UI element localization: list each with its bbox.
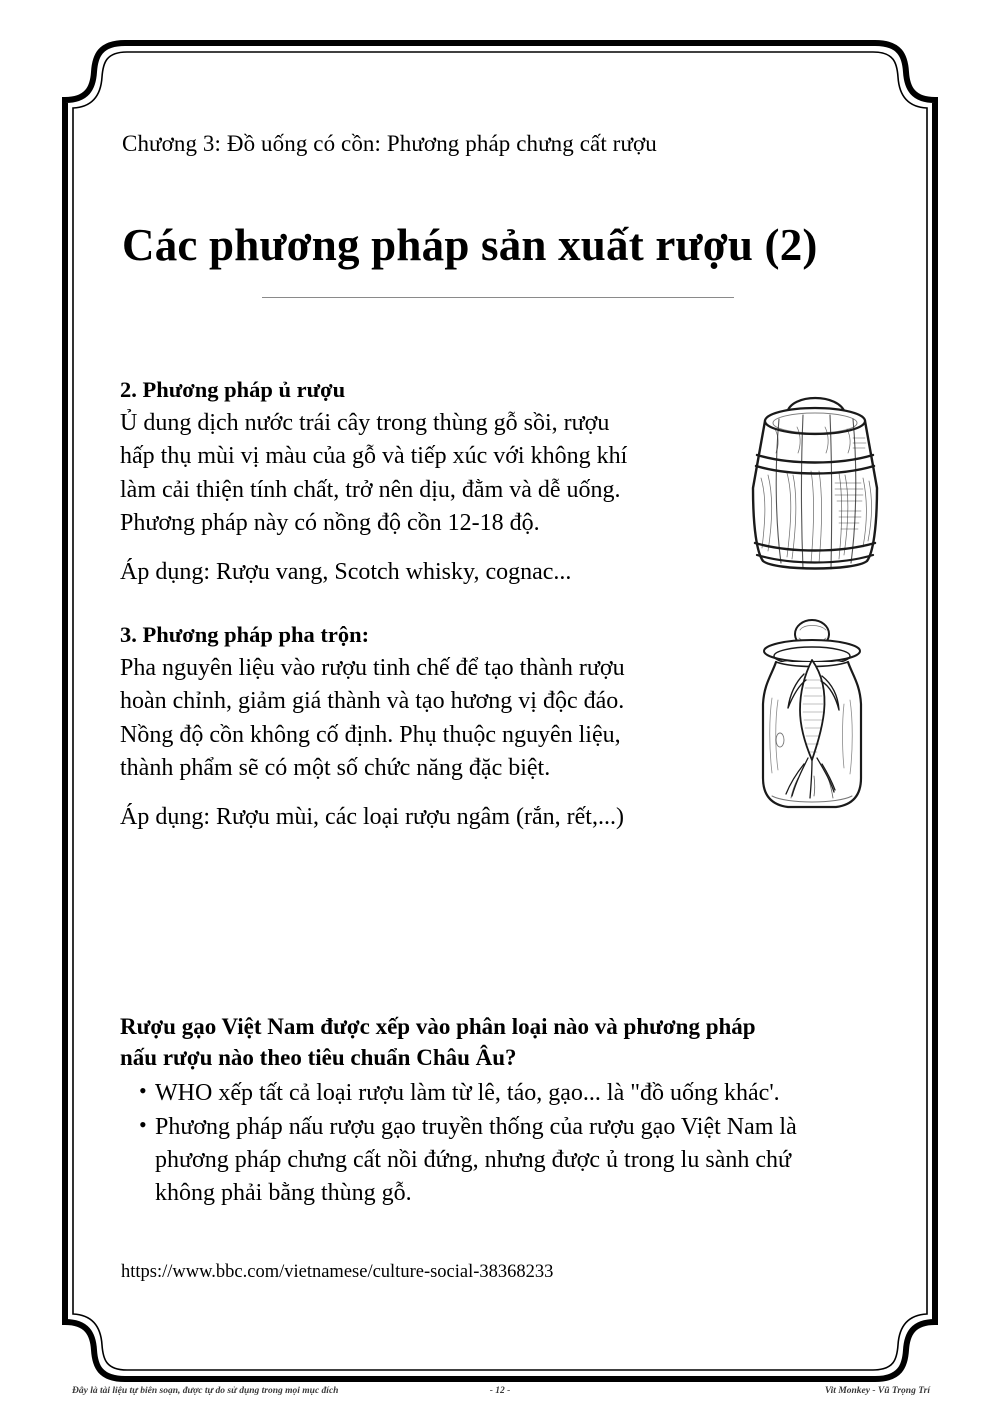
body-line: hấp thụ mùi vị màu của gỗ và tiếp xúc với không khí <box>120 443 628 470</box>
ginseng-jar-illustration <box>742 618 882 813</box>
body-line: Phương pháp này có nồng độ cồn 12-18 độ. <box>120 509 540 536</box>
section-blending-body <box>120 652 710 785</box>
list-item <box>120 1111 880 1210</box>
body-line: hoàn chỉnh, giảm giá thành và tạo hương vị độc đáo. <box>120 688 625 715</box>
chapter-heading: Chương 3: Đồ uống có cồn: Phương pháp chưng cất rượu <box>122 131 657 156</box>
body-line: Nồng độ cồn không cố định. Phụ thuộc nguyên liệu, <box>120 721 621 748</box>
answer-list <box>120 1077 880 1210</box>
bullet-glyph: • <box>139 1112 147 1138</box>
footer-note: Đây là tài liệu tự biên soạn, được tự do sử dụng trong mọi mục đích <box>72 1386 339 1396</box>
section-aging-method <box>120 376 710 590</box>
title-divider <box>262 297 734 298</box>
question-block <box>120 1012 880 1211</box>
section-aging-application: Áp dụng: Rượu vang, Scotch whisky, cognac... <box>120 559 572 586</box>
answer-line: phương pháp chưng cất nồi đứng, nhưng được ủ trong lu sành chứ <box>155 1147 791 1174</box>
source-url[interactable]: https://www.bbc.com/vietnamese/culture-social-38368233 <box>121 1262 554 1282</box>
bullet-glyph: • <box>139 1078 147 1104</box>
question-line: nấu rượu nào theo tiêu chuẩn Châu Âu? <box>120 1044 517 1070</box>
section-aging-heading: 2. Phương pháp ủ rượu <box>120 377 346 402</box>
list-item <box>120 1077 880 1110</box>
answer-line: Phương pháp nấu rượu gạo truyền thống của rượu gạo Việt Nam là <box>155 1114 797 1141</box>
section-blending-application: Áp dụng: Rượu mùi, các loại rượu ngâm (rắn, rết,...) <box>120 804 624 831</box>
section-blending-heading: 3. Phương pháp pha trộn: <box>120 622 370 647</box>
question-heading <box>120 1012 880 1073</box>
answer-line: WHO xếp tất cả loại rượu làm từ lê, táo, gạo... là "đồ uống khác'. <box>155 1080 780 1107</box>
body-line: thành phẩm sẽ có một số chức năng đặc biệt. <box>120 754 551 781</box>
answer-line: không phải bằng thùng gỗ. <box>155 1180 412 1207</box>
body-line: Pha nguyên liệu vào rượu tinh chế để tạo thành rượu <box>120 654 625 681</box>
question-line: Rượu gạo Việt Nam được xếp vào phân loại nào và phương pháp <box>120 1014 756 1039</box>
footer-credit: Vit Monkey - Vũ Trọng Trí <box>824 1386 930 1396</box>
footer-page-number: - 12 - <box>489 1386 511 1396</box>
body-line: Ủ dung dịch nước trái cây trong thùng gỗ sồi, rượu <box>120 409 610 436</box>
wooden-barrel-illustration <box>735 383 895 578</box>
body-line: làm cải thiện tính chất, trở nên dịu, đằm và dễ uống. <box>120 476 621 503</box>
section-blending-method <box>120 621 710 835</box>
page-title: Các phương pháp sản xuất rượu (2) <box>122 220 818 271</box>
section-aging-body <box>120 407 710 540</box>
page-footer <box>0 1386 1000 1406</box>
